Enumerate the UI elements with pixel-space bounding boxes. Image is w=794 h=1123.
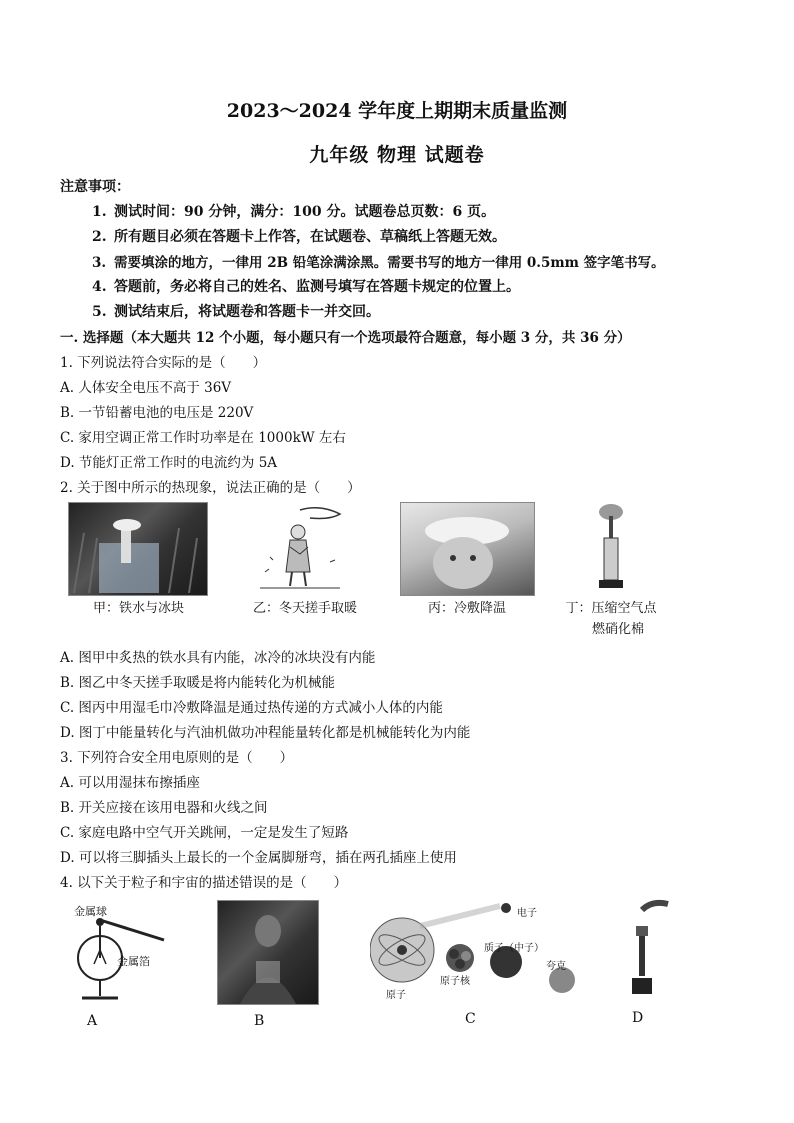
label-proton-neutron: 质子（中子） [484,943,544,954]
option-d: D. 节能灯正常工作时的电流约为 5A [60,455,278,471]
notice-item: 4. 答题前，务必将自己的姓名、监测号填写在答题卡规定的位置上。 [92,279,520,295]
option-d: D. 可以将三脚插头上最长的一个金属脚掰弯，插在两孔插座上使用 [60,850,457,866]
label-metal-ball: 金属球 [74,905,107,918]
iron-ice-photo [68,502,208,596]
notice-item: 5. 测试结束后，将试题卷和答题卡一并交回。 [92,304,380,320]
notice-heading: 注意事项： [60,179,130,195]
figure-caption: 甲：铁水与冰块 [92,601,184,616]
figure-letter-a: A [87,1013,98,1029]
question-stem: 3. 下列符合安全用电原则的是（ ） [60,750,294,766]
figure-letter-d: D [632,1010,644,1026]
figure-letter-b: B [254,1013,265,1029]
question-stem: 4. 以下关于粒子和宇宙的描述错误的是（ ） [60,875,348,891]
figure-caption: 丁：压缩空气点 [565,601,657,616]
question-stem: 2. 关于图中所示的热现象，说法正确的是（ ） [60,480,361,496]
label-metal-foil: 金属箔 [117,955,150,968]
rub-hands-drawing [250,502,350,594]
label-electron: 电子 [517,908,537,919]
label-nucleus: 原子核 [440,976,470,987]
air-compression-device [583,502,633,594]
notice-item: 2. 所有题目必须在答题卡上作答，在试题卷、草稿纸上答题无效。 [92,229,506,245]
cold-compress-photo [400,502,535,596]
option-a: A. 人体安全电压不高于 36V [60,380,232,396]
option-c: C. 图丙中用湿毛巾冷敷降温是通过热传递的方式减小人体的内能 [60,700,443,716]
lead-cylinders-figure [622,898,678,1000]
option-c: C. 家用空调正常工作时功率是在 1000kW 左右 [60,430,346,446]
question-stem: 1. 下列说法符合实际的是（ ） [60,355,267,371]
notice-item: 1. 测试时间：90 分钟，满分：100 分。试题卷总页数：6 页。 [92,204,496,220]
option-c: C. 家庭电路中空气开关跳闸，一定是发生了短路 [60,825,349,841]
figure-caption: 乙：冬天搓手取暖 [252,601,357,616]
option-d: D. 图丁中能量转化与汽油机做功冲程能量转化都是机械能转化为内能 [60,725,471,741]
option-b: B. 开关应接在该用电器和火线之间 [60,800,268,816]
person-photo [217,900,319,1005]
label-atom: 原子 [386,990,406,1001]
section-heading: 一. 选择题（本大题共 12 个小题，每小题只有一个选项最符合题意，每小题 3 分，共 36 分） [60,330,631,346]
option-b: B. 一节铅蓄电池的电压是 220V [60,405,254,421]
figure-caption: 丙：冷敷降温 [427,601,506,616]
notice-item: 3. 需要填涂的地方，一律用 2B 铅笔涂满涂黑。需要书写的地方一律用 0.5mm 签字笔书写。 [92,255,665,271]
option-a: A. 可以用湿抹布擦插座 [60,775,200,791]
exam-subtitle: 九年级 物理 试题卷 [309,144,485,166]
exam-title: 2023～2024 学年度上期期末质量监测 [226,100,568,122]
option-a: A. 图甲中炙热的铁水具有内能，冰冷的冰块没有内能 [60,650,376,666]
option-b: B. 图乙中冬天搓手取暖是将内能转化为机械能 [60,675,336,691]
figure-caption: 燃硝化棉 [591,622,644,637]
figure-letter-c: C [465,1011,476,1027]
label-quark: 夸克 [546,961,566,972]
